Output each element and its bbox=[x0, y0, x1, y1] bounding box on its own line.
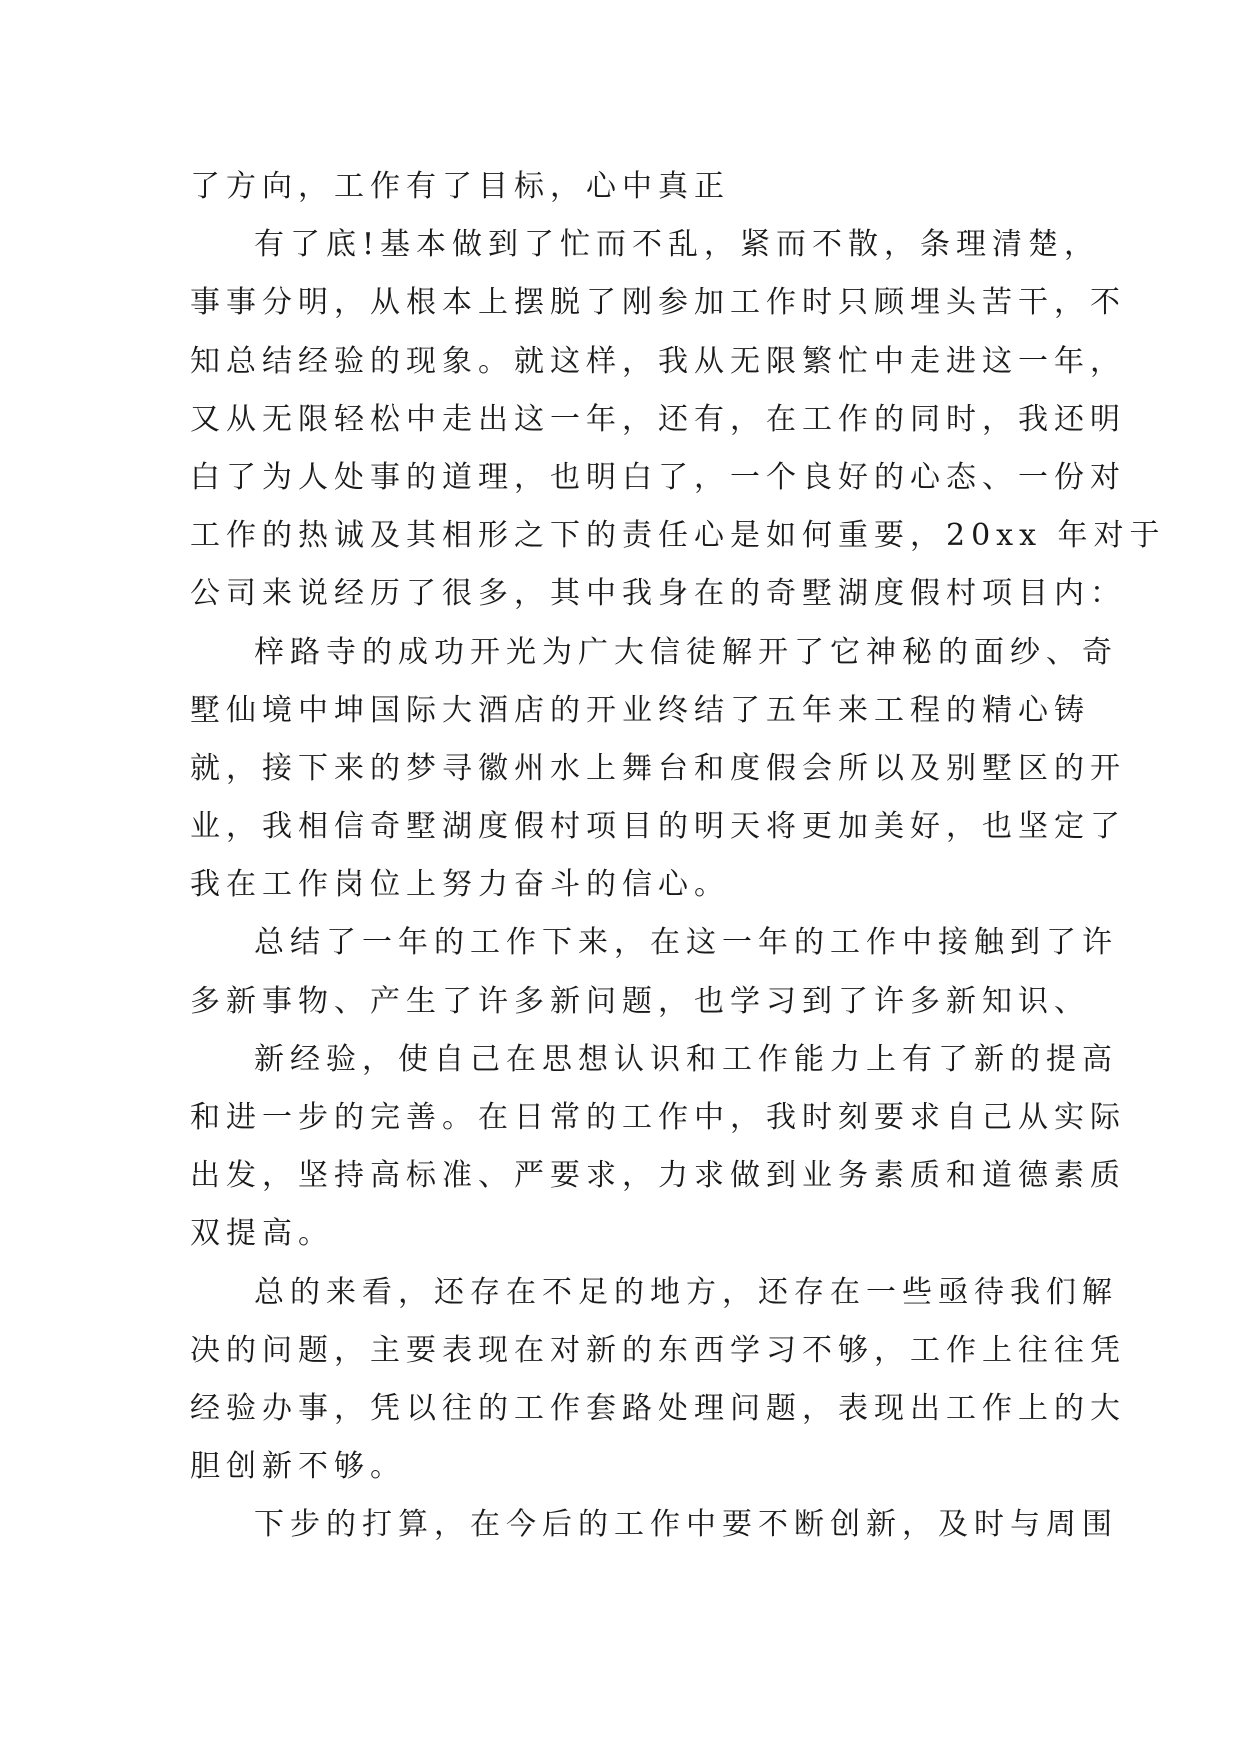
text-line: 公司来说经历了很多，其中我身在的奇墅湖度假村项目内： bbox=[190, 576, 1126, 612]
body-text bbox=[190, 158, 1166, 1555]
text-line: 胆创新不够。 bbox=[190, 1449, 406, 1485]
text-line: 知总结经验的现象。就这样，我从无限繁忙中走进这一年， bbox=[190, 343, 1126, 379]
text-line: 多新事物、产生了许多新问题，也学习到了许多新知识、 bbox=[190, 983, 1090, 1019]
text-line: 双提高。 bbox=[190, 1216, 334, 1252]
text-line: 和进一步的完善。在日常的工作中，我时刻要求自己从实际 bbox=[190, 1100, 1126, 1135]
text-line: 总结了一年的工作下来，在这一年的工作中接触到了许 bbox=[254, 925, 1118, 961]
text-line: 有了底!基本做到了忙而不乱，紧而不散，条理清楚， bbox=[254, 227, 1101, 263]
text-line: 墅仙境中坤国际大酒店的开业终结了五年来工程的精心铸 bbox=[190, 692, 1090, 728]
text-line: 了方向，工作有了目标，心中真正 bbox=[190, 169, 730, 204]
text-line: 决的问题，主要表现在对新的东西学习不够，工作上往往凭 bbox=[190, 1332, 1126, 1368]
text-line: 经验办事，凭以往的工作套路处理问题，表现出工作上的大 bbox=[190, 1390, 1126, 1426]
text-line: 我在工作岗位上努力奋斗的信心。 bbox=[190, 867, 730, 903]
text-line: 白了为人处事的道理，也明白了，一个良好的心态、一份对 bbox=[190, 459, 1126, 495]
text-line: 就，接下来的梦寻徽州水上舞台和度假会所以及别墅区的开 bbox=[190, 750, 1126, 786]
text-line: 下步的打算，在今后的工作中要不断创新，及时与周围 bbox=[254, 1507, 1118, 1543]
text-line: 又从无限轻松中走出这一年，还有，在工作的同时，我还明 bbox=[190, 401, 1126, 437]
text-line: 事事分明，从根本上摆脱了刚参加工作时只顾埋头苦干，不 bbox=[190, 285, 1126, 321]
text-line: 业，我相信奇墅湖度假村项目的明天将更加美好，也坚定了 bbox=[190, 809, 1126, 845]
text-line: 新经验，使自己在思想认识和工作能力上有了新的提高 bbox=[254, 1041, 1118, 1077]
text-line: 总的来看，还存在不足的地方，还存在一些亟待我们解 bbox=[254, 1274, 1118, 1310]
text-line: 工作的热诚及其相形之下的责任心是如何重要，20xx 年对于 bbox=[190, 518, 1166, 554]
text-line: 梓路寺的成功开光为广大信徒解开了它神秘的面纱、奇 bbox=[254, 634, 1118, 670]
text-line: 出发，坚持高标准、严要求，力求做到业务素质和道德素质 bbox=[190, 1158, 1126, 1194]
